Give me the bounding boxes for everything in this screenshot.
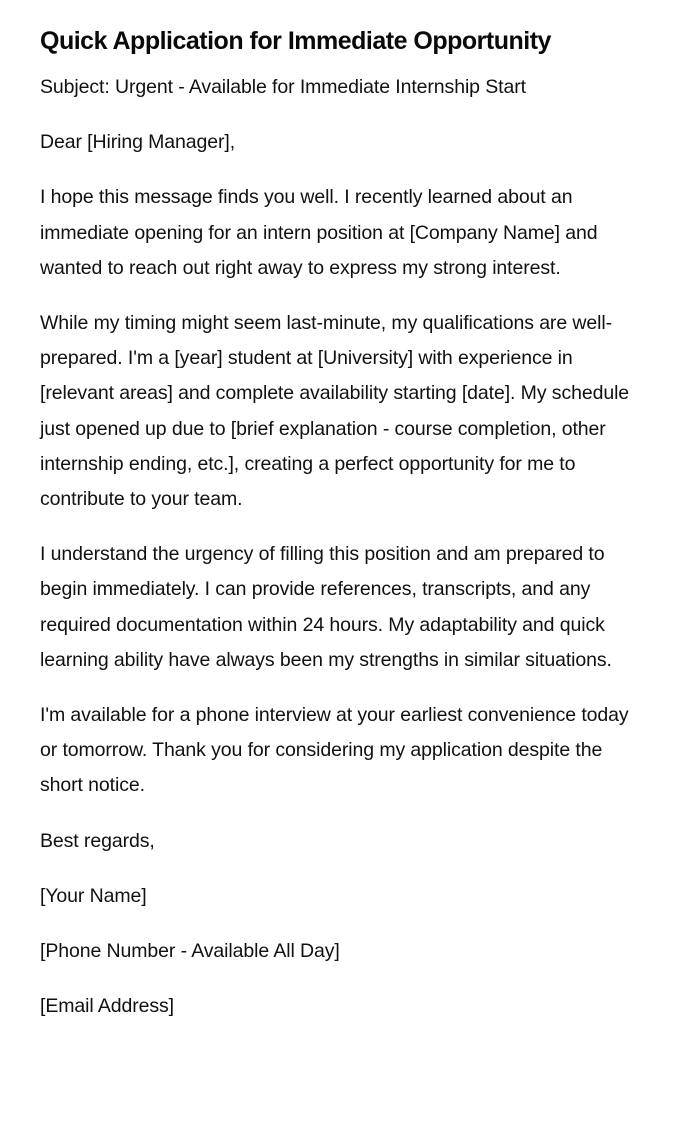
body-paragraph-closing: I'm available for a phone interview at your earliest convenience today or tomorrow. Thank you for considering my application despite the short notice.	[40, 704, 629, 797]
salutation: Dear [Hiring Manager],	[40, 131, 236, 154]
signature-name: [Your Name]	[40, 884, 147, 907]
signature-phone: [Phone Number - Available All Day]	[40, 940, 340, 963]
body-paragraph-availability: I understand the urgency of filling this position and am prepared to begin immediately. I can provide references, transcripts, and any required documentation within 24 hours. My adaptability and quick learning ability have always been my strengths in similar situations.	[40, 543, 612, 671]
document-title: Quick Application for Immediate Opportunity	[40, 27, 551, 55]
closing-line: Best regards,	[40, 829, 155, 852]
body-paragraph-qualifications: While my timing might seem last-minute, my qualifications are well-prepared. I'm a [year] student at [University] with experience in [relevant areas] and complete availability starting [date]. My schedule just opened up due to [brief explanation - course completion, other internship ending, etc.], creating a perfect opportunity for me to contribute to your team.	[40, 312, 630, 511]
body-paragraph-intro: I hope this message finds you well. I recently learned about an immediate opening for an intern position at [Company Name] and wanted to reach out right away to express my strong interest.	[40, 186, 598, 279]
signature-email: [Email Address]	[40, 995, 174, 1018]
subject-line: Subject: Urgent - Available for Immediate Internship Start	[40, 76, 526, 98]
